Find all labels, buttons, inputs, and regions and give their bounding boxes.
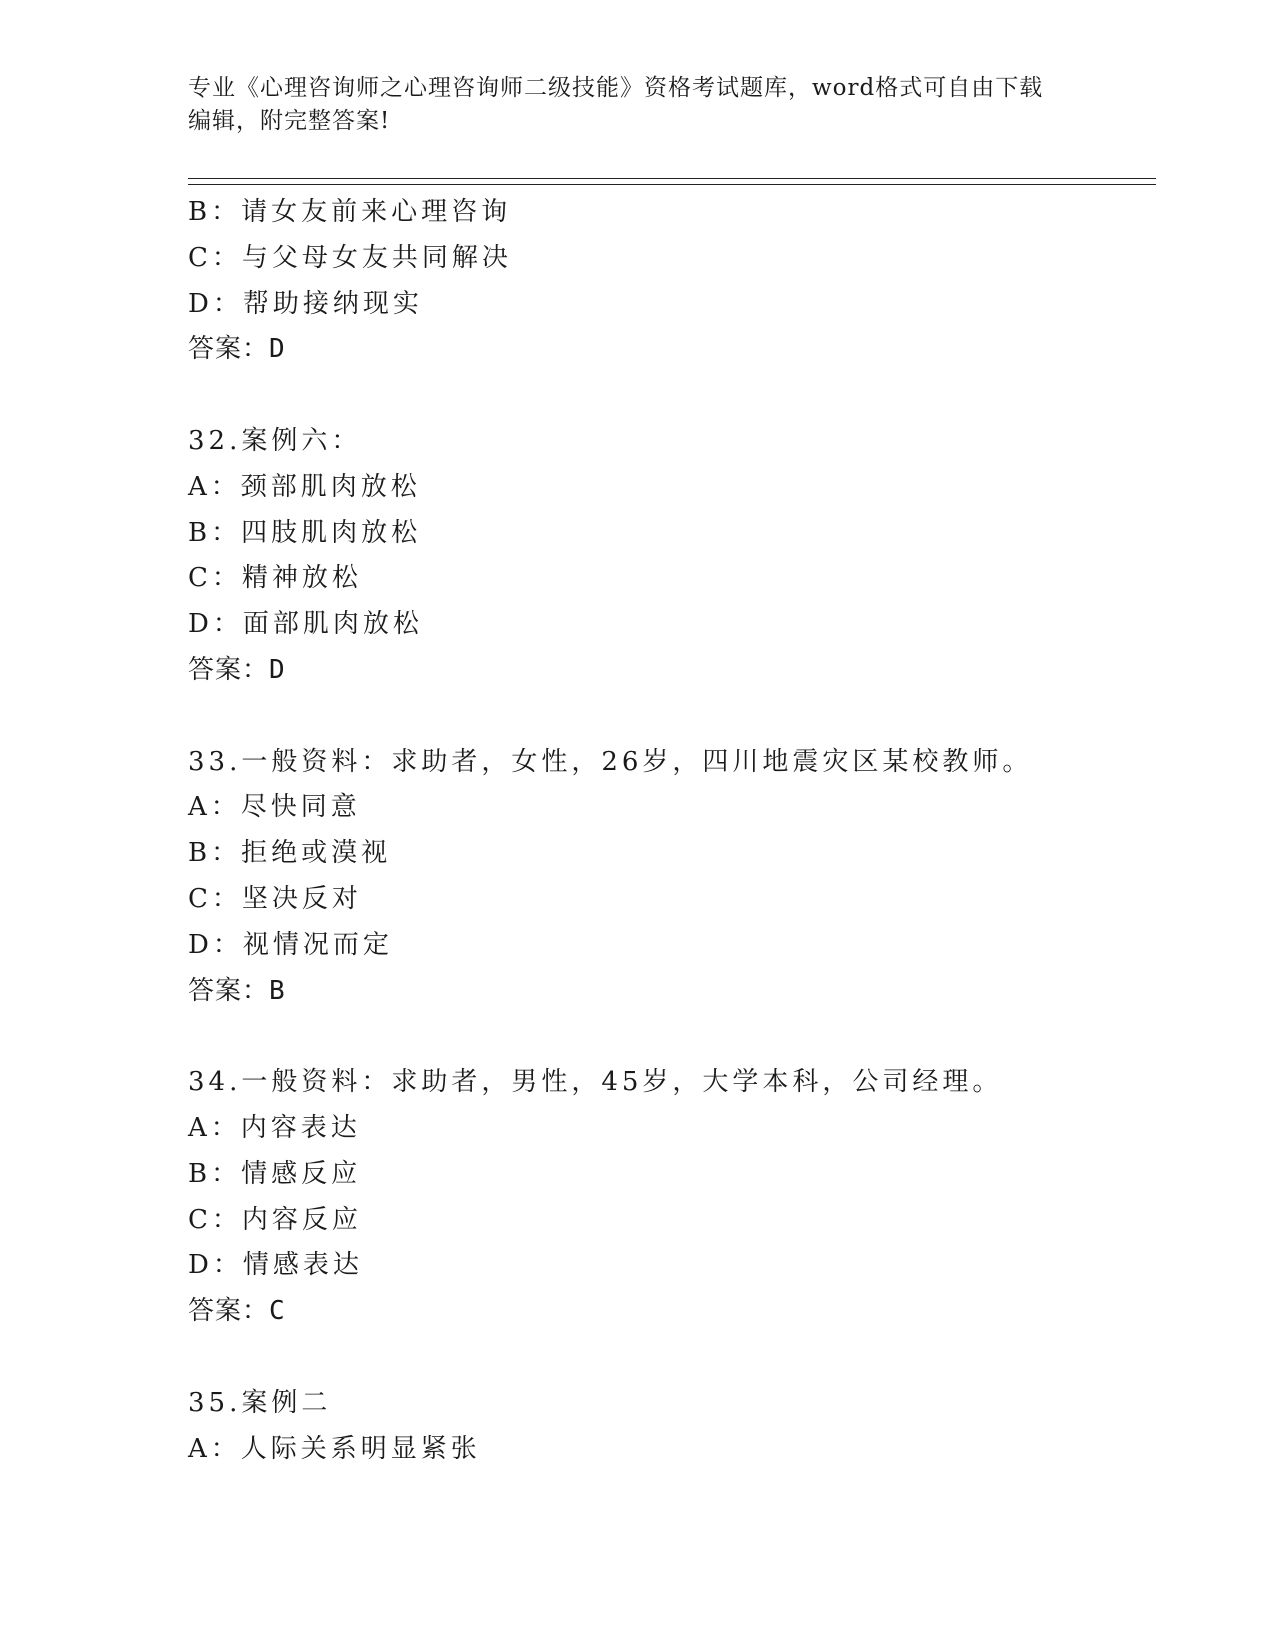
answer-line [188, 1289, 1148, 1335]
answer-line [188, 648, 1148, 694]
answer-label: 答案： [188, 654, 270, 685]
document-header [188, 72, 1088, 138]
answer-label: 答案： [188, 975, 270, 1006]
answer-value: D [269, 334, 287, 365]
answer-value: D [269, 654, 287, 685]
option-a: A：内容表达 [188, 1112, 361, 1143]
answer-value: C [269, 1296, 287, 1327]
option-c: C：与父母女友共同解决 [188, 242, 512, 273]
answer-line [188, 327, 1148, 373]
question-stem: 34.一般资料：求助者，男性，45岁，大学本科，公司经理。 [188, 1067, 1003, 1098]
option-a: A：颈部肌肉放松 [188, 471, 421, 502]
option-d: D：情感表达 [188, 1250, 363, 1281]
answer-label: 答案： [188, 334, 270, 365]
answer-value: B [269, 975, 287, 1006]
header-line-1: 专业《心理咨询师之心理咨询师二级技能》资格考试题库，word格式可自由下载 [188, 75, 1044, 101]
option-c: C：精神放松 [188, 563, 362, 594]
option-d: D：帮助接纳现实 [188, 288, 423, 319]
option-b: B：四肢肌肉放松 [188, 517, 422, 548]
option-b: B：拒绝或漠视 [188, 838, 392, 869]
header-rule-bottom [188, 184, 1156, 185]
option-b: B：请女友前来心理咨询 [188, 197, 512, 227]
header-line-2: 编辑，附完整答案! [188, 108, 391, 134]
question-stem: 33.一般资料：求助者，女性，26岁，四川地震灾区某校教师。 [188, 746, 1033, 777]
option-d: D：视情况而定 [188, 929, 393, 960]
spacer [188, 373, 1148, 419]
option-b: B：情感反应 [188, 1158, 362, 1189]
question-stem: 32.案例六： [188, 425, 362, 456]
option-c: C：内容反应 [188, 1204, 362, 1235]
spacer [188, 1335, 1148, 1381]
header-rule-top [188, 178, 1156, 179]
spacer [188, 1014, 1148, 1060]
option-d: D：面部肌肉放松 [188, 609, 423, 640]
option-a: A：人际关系明显紧张 [188, 1433, 481, 1464]
option-a: A：尽快同意 [188, 792, 361, 823]
option-c: C：坚决反对 [188, 883, 362, 914]
question-stem: 35.案例二 [188, 1387, 332, 1418]
spacer [188, 694, 1148, 740]
answer-label: 答案： [188, 1296, 270, 1327]
answer-line [188, 969, 1148, 1015]
question-list [188, 190, 1148, 1472]
